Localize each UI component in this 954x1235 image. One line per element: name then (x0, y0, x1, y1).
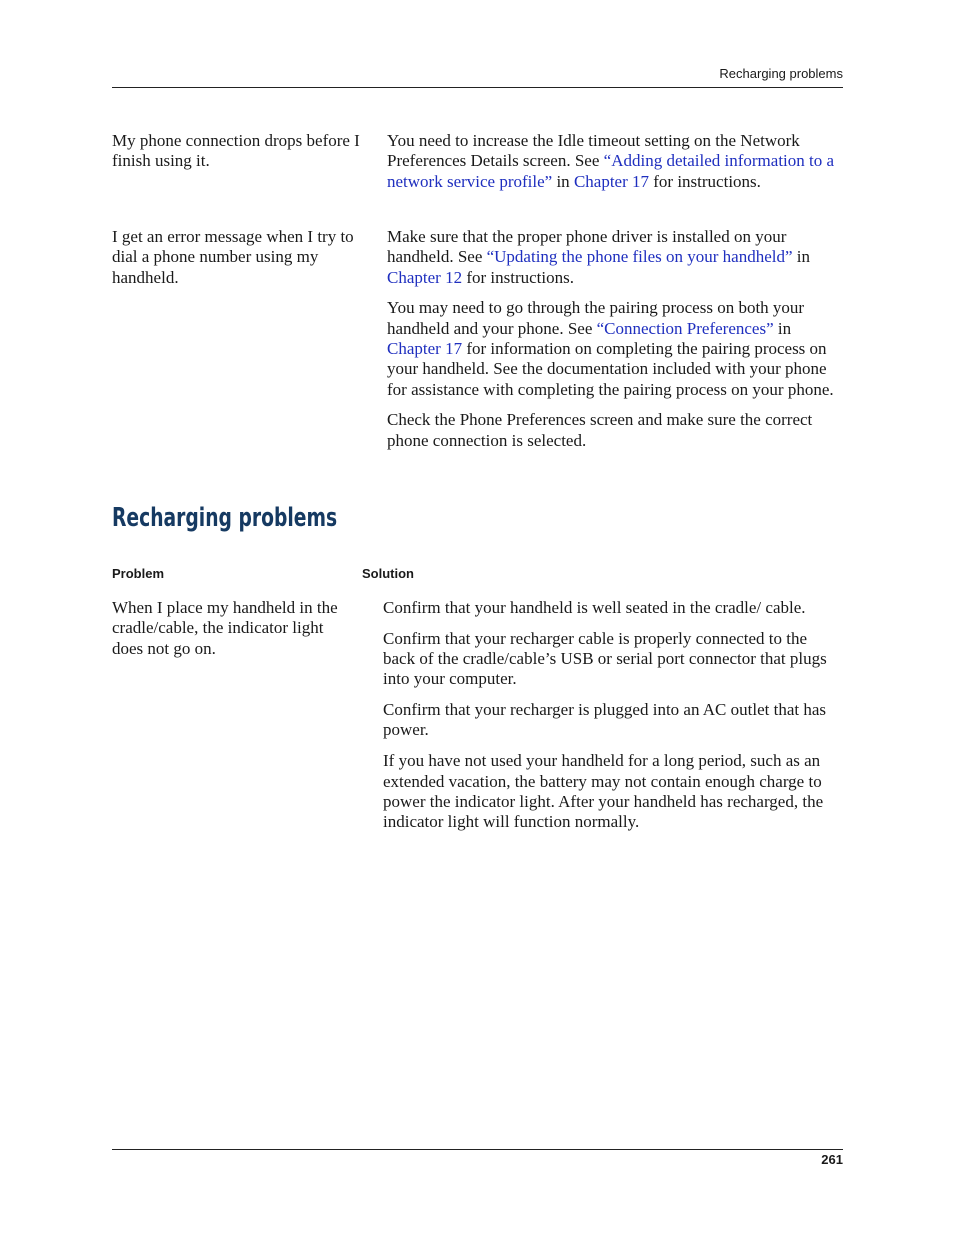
solution-text: for instructions. (462, 267, 574, 287)
column-header-problem: Problem (112, 566, 165, 581)
solution-text: for instructions. (649, 171, 761, 191)
cross-reference-link[interactable]: “Connection Preferences” (596, 318, 774, 338)
solution-text: You need to increase the Idle timeout setting on the Network Preferences Details screen. See (387, 131, 800, 171)
solution-paragraph (387, 298, 839, 399)
solution-paragraph (383, 700, 833, 741)
chapter-link[interactable]: Chapter 17 (573, 171, 650, 191)
problem-cell-dial-error: I get an error message when I try to dial a phone number using my handheld. (112, 227, 354, 287)
solution-text: Check the Phone Preferences screen and make sure the correct phone connection is selected. (387, 410, 813, 450)
solution-paragraph (383, 751, 833, 832)
footer-rule (112, 1149, 843, 1150)
section-heading: Recharging problems (112, 503, 338, 533)
solution-cell-dial-error (387, 227, 839, 461)
solution-paragraph (387, 131, 839, 192)
column-header-solution: Solution (362, 566, 414, 581)
solution-text: in (773, 318, 792, 338)
solution-paragraph (383, 629, 833, 690)
solution-text: for information on completing the pairing process on your handheld. See the documentation included with your phone for assistance with completing the pairing process on your phone. (387, 338, 834, 399)
solution-text: Confirm that your handheld is well seated in the cradle/ cable. (383, 598, 806, 617)
solution-text: in (552, 171, 574, 191)
solution-text: You may need to go through the pairing process on both your handheld and your phone. See (387, 298, 805, 338)
running-header-title: Recharging problems (719, 66, 843, 81)
problem-cell-indicator-light: When I place my handheld in the cradle/cable, the indicator light does not go on. (112, 598, 338, 658)
solution-text: If you have not used your handheld for a long period, such as an extended vacation, the battery may not contain enough charge to power the indicator light. After your handheld has recharged, the indicator light will function normally. (383, 751, 824, 832)
solution-cell-indicator-light (383, 598, 833, 843)
solution-text: Confirm that your recharger cable is properly connected to the back of the cradle/cable’s USB or serial port connector that plugs into your computer. (383, 628, 827, 689)
problem-cell-phone-drops: My phone connection drops before I finish using it. (112, 131, 360, 171)
solution-paragraph (383, 598, 833, 618)
solution-cell-phone-drops (387, 131, 839, 202)
running-header (112, 64, 843, 88)
cross-reference-link[interactable]: “Adding detailed information to a network service profile” (387, 151, 835, 191)
chapter-link[interactable]: Chapter 17 (387, 338, 463, 358)
solution-text: Confirm that your recharger is plugged into an AC outlet that has power. (383, 700, 827, 740)
solution-text: in (792, 247, 811, 267)
solution-text: Make sure that the proper phone driver is installed on your handheld. See (387, 227, 787, 267)
cross-reference-link[interactable]: “Updating the phone files on your handheld” (486, 247, 793, 267)
solution-paragraph (387, 410, 839, 451)
page-number: 261 (821, 1152, 843, 1167)
solution-paragraph (387, 227, 839, 288)
chapter-link[interactable]: Chapter 12 (387, 267, 463, 287)
